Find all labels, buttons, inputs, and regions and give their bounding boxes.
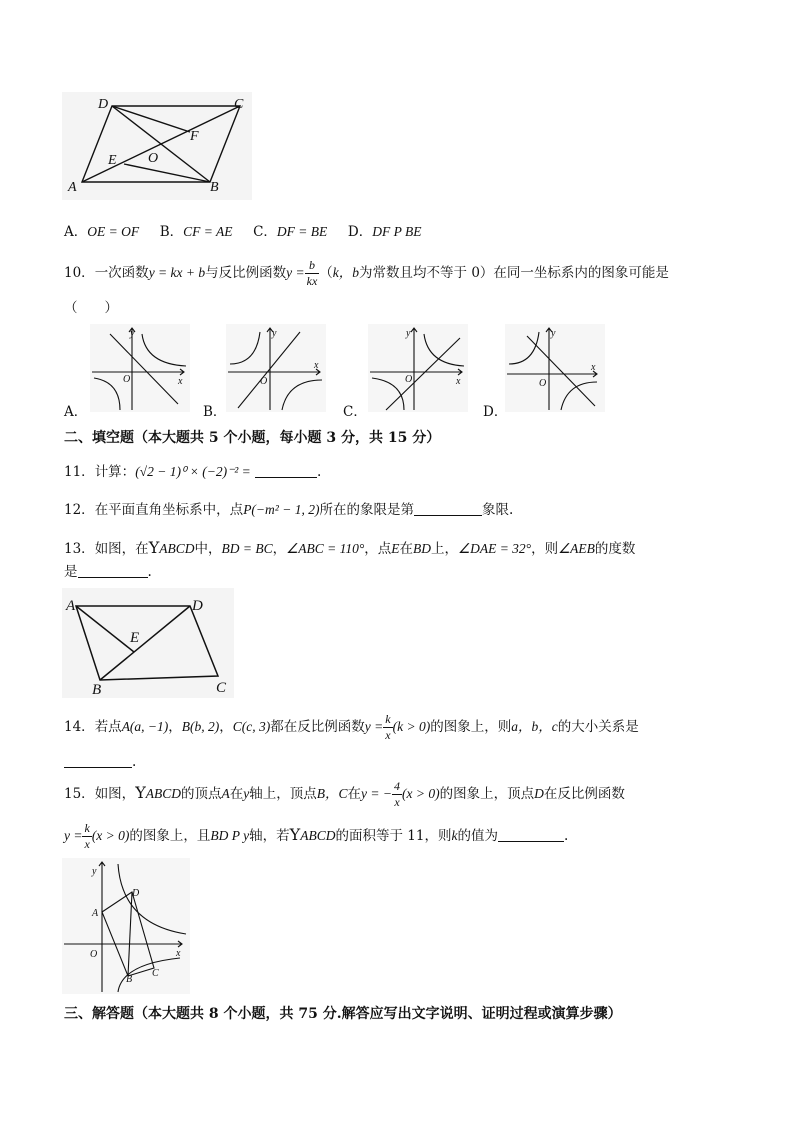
q11-expression: (√2 − 1)⁰ × (−2)⁻² =	[135, 464, 251, 479]
q13-angle-abc: ∠ABC = 110°	[286, 541, 365, 556]
q10-number: 10．	[64, 265, 95, 281]
q14-text-3: 的图象上，则	[430, 719, 512, 735]
q13-end: .	[147, 564, 152, 580]
q10-b-y-label: y	[272, 328, 277, 339]
q15-label-A: A	[92, 908, 99, 919]
q15-label-C: C	[152, 968, 159, 979]
q15-answer-blank[interactable]	[498, 827, 564, 842]
q13-text-1: 如图，在	[94, 541, 149, 557]
q13-label-A: A	[66, 598, 76, 614]
q15-vertex-a: A	[221, 786, 230, 801]
q15-fraction-2	[82, 821, 91, 852]
q14-text-1: 若点	[94, 719, 122, 735]
q13-bd-bc: BD = BC	[221, 541, 273, 556]
q9-label-B: B	[210, 180, 219, 195]
q15-parallelogram-symbol-2: Y	[289, 825, 301, 844]
q15-text-4: 轴上，顶点	[249, 786, 317, 802]
q10-text-4: 为常数且均不等于 0）在同一坐标系内的图象可能是	[359, 265, 669, 281]
q10-frac-den: kx	[306, 274, 318, 288]
q14-fraction	[383, 712, 392, 743]
q15-label-D: D	[132, 888, 140, 899]
q10-b-origin: O	[260, 376, 268, 387]
q15-y: y	[243, 786, 250, 801]
q10-graph-a	[90, 324, 190, 412]
q15-text-3: 在	[229, 786, 244, 802]
q15-text-5: 在	[347, 786, 362, 802]
q13-answer-blank[interactable]	[78, 563, 148, 578]
q15-frac1-num: 4	[393, 779, 400, 793]
q11-end: .	[317, 464, 322, 480]
q15-fraction-1	[392, 779, 402, 810]
q10-graph-c	[368, 324, 468, 412]
q13-parallelogram-symbol: Y	[148, 538, 160, 557]
q15-line-1	[64, 776, 625, 811]
q15-number: 15．	[64, 786, 95, 802]
q15-label-O: O	[90, 949, 98, 960]
q10-option-a[interactable]: A．	[64, 404, 88, 420]
q13-label-D: D	[192, 598, 203, 614]
q9-parallelogram-figure	[62, 92, 252, 200]
q10-option-b[interactable]: B．	[203, 404, 227, 420]
section-3-heading: 三、解答题（本大题共 8 个小题，共 75 分.解答应写出文字说明、证明过程或演算步骤）	[64, 1006, 622, 1022]
q10-c-x-label: x	[456, 376, 461, 387]
q15-line-2	[64, 818, 568, 853]
q12-text-1: 在平面直角坐标系中，点	[94, 502, 244, 518]
q13-parallelogram-figure	[62, 588, 234, 698]
q15-text-7: 在反比例函数	[543, 786, 625, 802]
q15-text-10: 的面积等于 11，则	[335, 828, 452, 844]
q10-text-2: 与反比例函数	[205, 265, 287, 281]
q13-line-2	[64, 562, 152, 582]
q10-b-x-label: x	[314, 360, 319, 371]
q14-number: 14．	[64, 719, 95, 735]
q15-text-2: 的顶点	[181, 786, 222, 802]
q10-option-d[interactable]: D．	[483, 404, 508, 420]
q10-a-origin: O	[123, 374, 131, 385]
q12-text-3: 象限.	[481, 502, 514, 518]
q15-bd-parallel-y: BD P y	[210, 828, 250, 843]
q9-label-A: A	[68, 180, 77, 195]
q10-a-y-label: y	[130, 328, 135, 339]
q15-frac1-den: x	[394, 795, 400, 809]
q13-text-7: 的度数	[594, 541, 636, 557]
q15-func2-lhs: y =	[64, 828, 83, 843]
q10-text-1: 一次函数	[94, 265, 149, 281]
q13-angle-dae: ∠DAE = 32°	[457, 541, 532, 556]
q15-cond-2: (x > 0)	[91, 828, 130, 843]
q9-option-a-expr: OE = OF	[87, 224, 140, 239]
q9-option-a-letter: A．	[64, 224, 88, 240]
q15-label-x: x	[176, 948, 181, 959]
q9-option-c-letter: C．	[253, 224, 277, 240]
q10-stem	[64, 256, 669, 290]
q14-condition: (k > 0)	[392, 719, 431, 734]
q10-d-x-label: x	[591, 362, 596, 373]
q15-vertices-bc: B，C	[316, 786, 348, 801]
q13-text-8: 是	[64, 564, 78, 580]
q14-frac-num: k	[385, 712, 391, 726]
q15-cond-1: (x > 0)	[401, 786, 440, 801]
q10-inverse-lhs: y =	[286, 265, 305, 280]
q15-parallelogram-symbol-1: Y	[135, 783, 146, 802]
q14-frac-den: x	[385, 728, 391, 742]
q10-a-x-label: x	[178, 376, 183, 387]
q11-number: 11．	[64, 464, 95, 480]
q14-end: .	[132, 754, 137, 770]
q9-label-D: D	[98, 97, 109, 112]
q15-func1-lhs: y = −	[361, 786, 392, 801]
q9-label-E: E	[108, 153, 117, 168]
q14-line-1	[64, 710, 639, 744]
q11	[64, 462, 321, 482]
q13-label-C: C	[216, 680, 227, 696]
q13-angle-aeb: ∠AEB	[558, 541, 595, 556]
q9-option-b[interactable]	[160, 224, 233, 240]
q14-sep-1: ，	[168, 719, 182, 735]
q10-text-3: （	[319, 265, 333, 281]
q15-text-8: 的图象上，且	[129, 828, 211, 844]
q9-option-b-letter: B．	[159, 224, 184, 240]
q14-sep-2: ，	[219, 719, 233, 735]
q13-segment-bd: BD	[412, 541, 431, 556]
q15-text-1: 如图，	[94, 786, 136, 802]
q15-k: k	[451, 828, 458, 843]
q13-label-E: E	[130, 630, 140, 646]
q14-text-2: 都在反比例函数	[270, 719, 365, 735]
q12-point-p: P(−m² − 1, 2)	[243, 502, 320, 517]
q10-graph-b	[226, 324, 326, 412]
q9-option-b-expr: CF = AE	[183, 224, 233, 239]
q12-answer-blank[interactable]	[414, 501, 482, 516]
q13-point-e: E	[391, 541, 400, 556]
q10-linear-function: y = kx + b	[148, 265, 206, 280]
q14-answer-blank[interactable]	[64, 753, 132, 768]
q12-text-2: 所在的象限是第	[319, 502, 414, 518]
q15-text-9: 轴，若	[249, 828, 290, 844]
q15-text-6: 的图象上，顶点	[439, 786, 535, 802]
q15-abcd-1: ABCD	[145, 786, 181, 801]
q10-c-y-label: y	[406, 328, 411, 339]
q10-kb: k，b	[332, 265, 360, 280]
q10-graph-d	[505, 324, 605, 412]
q9-option-c-expr: DF = BE	[276, 224, 328, 239]
q15-label-B: B	[126, 974, 133, 985]
q14-point-c: C(c, 3)	[232, 719, 271, 734]
q14-point-a: A(a, −1)	[121, 719, 169, 734]
q10-fraction	[305, 258, 320, 289]
q15-frac2-den: x	[84, 837, 90, 851]
q10-d-origin: O	[539, 378, 547, 389]
q13-abcd: ABCD	[159, 541, 195, 556]
q9-option-d-letter: D．	[347, 224, 373, 240]
q15-coordinate-figure	[62, 858, 190, 994]
q14-func-lhs: y =	[364, 719, 384, 734]
q10-answer-paren: （ ）	[64, 300, 118, 316]
q13-text-6: ，则	[531, 541, 559, 557]
q13-sep: ，	[272, 541, 287, 557]
q15-end: .	[563, 828, 569, 844]
q14-abc: a，b，c	[511, 719, 558, 734]
q9-option-a[interactable]	[64, 224, 139, 240]
q13-text-5: 上，	[430, 541, 458, 557]
q9-option-d-expr: DF P BE	[372, 224, 422, 239]
q10-d-y-label: y	[551, 328, 556, 339]
q9-options	[64, 222, 421, 242]
q10-option-graphs	[0, 320, 794, 418]
q15-vertex-d: D	[534, 786, 544, 801]
q15-abcd-2: ABCD	[300, 828, 336, 843]
q14-point-b: B(b, 2)	[181, 719, 220, 734]
q10-option-c[interactable]: C．	[343, 404, 367, 420]
section-2-heading: 二、填空题（本大题共 5 个小题，每小题 3 分，共 15 分）	[64, 430, 441, 446]
q10-frac-num: b	[305, 258, 320, 274]
q13-line-1	[64, 538, 635, 559]
q13-label-B: B	[92, 682, 102, 698]
q13-text-3: ，点	[364, 541, 392, 557]
q15-label-y: y	[92, 866, 97, 877]
q15-frac2-num: k	[84, 821, 90, 835]
q9-label-F: F	[190, 129, 199, 144]
q9-option-c[interactable]	[253, 224, 327, 240]
q14-line-2	[64, 752, 136, 772]
q10-c-origin: O	[405, 374, 413, 385]
q11-answer-blank[interactable]	[255, 463, 317, 478]
q13-text-4: 在	[399, 541, 413, 557]
q11-text: 计算：	[94, 464, 136, 480]
q12	[64, 500, 513, 520]
q13-text-2: 中，	[194, 541, 222, 557]
q13-number: 13．	[64, 541, 95, 557]
q15-text-11: 的值为	[457, 828, 498, 844]
q14-text-4: 的大小关系是	[557, 719, 639, 735]
q9-label-O: O	[148, 151, 159, 166]
q9-label-C: C	[234, 97, 244, 112]
q12-number: 12．	[64, 502, 95, 518]
q9-option-d[interactable]	[348, 224, 422, 240]
